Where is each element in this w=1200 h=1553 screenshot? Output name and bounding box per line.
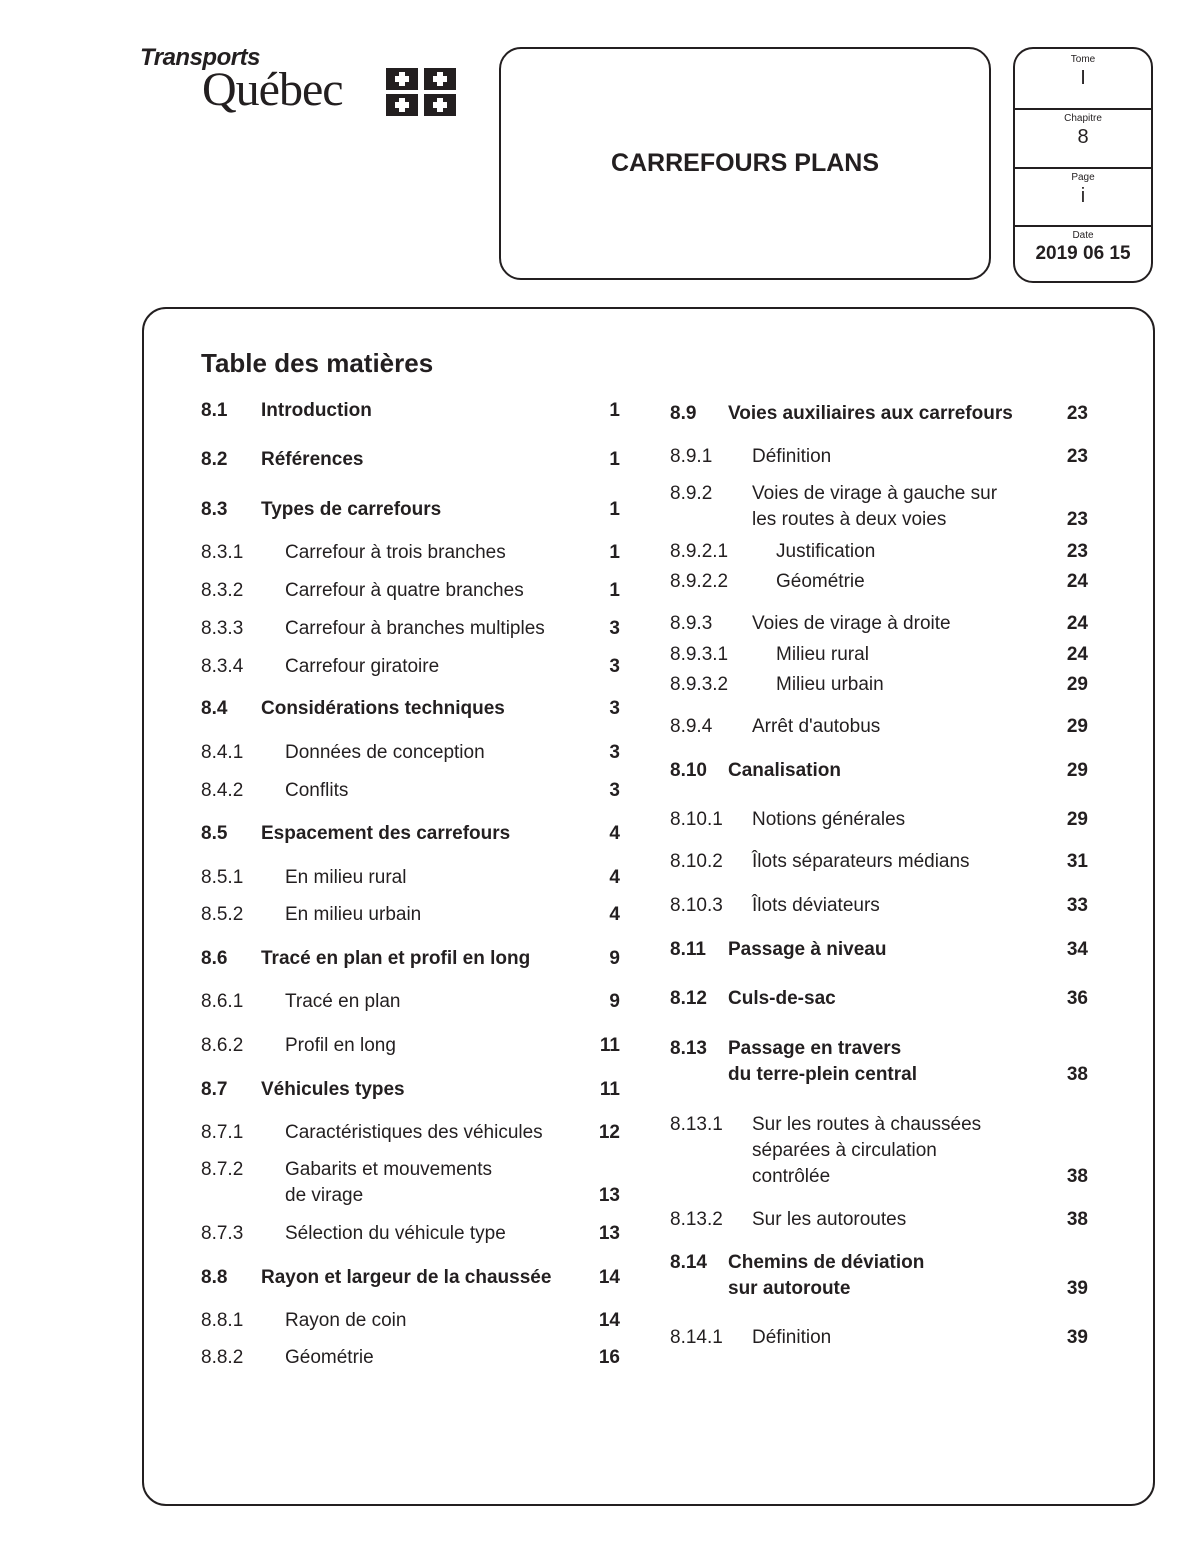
toc-entry-title: Arrêt d'autobus xyxy=(752,716,881,737)
toc-entry-page: 9 xyxy=(609,991,620,1012)
toc-entry-number: 8.9.4 xyxy=(670,716,713,737)
toc-subsection-entry xyxy=(201,865,620,891)
toc-section-entry xyxy=(670,1036,1088,1088)
logo-line1: Transports xyxy=(140,44,260,71)
toc-entry-title: Sélection du véhicule type xyxy=(285,1223,506,1244)
toc-section-entry xyxy=(201,1265,620,1291)
toc-entry-title: Carrefour à trois branches xyxy=(285,542,506,563)
toc-entry-title: Profil en long xyxy=(285,1035,396,1056)
toc-entry-number: 8.9.2 xyxy=(670,483,713,504)
toc-subsection-entry xyxy=(670,611,1088,637)
toc-entry-number: 8.6.2 xyxy=(201,1035,244,1056)
date-label: Date xyxy=(1072,230,1094,241)
toc-entry-page: 39 xyxy=(1066,1278,1088,1299)
transports-quebec-logo xyxy=(140,44,460,124)
toc-entry-number: 8.3.1 xyxy=(201,542,244,563)
toc-section-entry xyxy=(670,986,1088,1012)
toc-entry-number: 8.9.2.1 xyxy=(670,541,729,562)
toc-entry-number: 8.7.2 xyxy=(201,1159,244,1180)
toc-subsection-entry xyxy=(201,1033,620,1059)
document-title: CARREFOURS PLANS xyxy=(610,149,880,177)
chapitre-value: 8 xyxy=(1077,126,1089,148)
toc-entry-title: Rayon de coin xyxy=(285,1310,407,1331)
toc-subsection-entry xyxy=(201,989,620,1015)
toc-entry-title: Véhicules types xyxy=(261,1079,405,1100)
toc-entry-title: Carrefour giratoire xyxy=(285,656,440,677)
toc-subsection-entry xyxy=(201,540,620,566)
toc-entry-number: 8.12 xyxy=(670,988,707,1009)
toc-entry-number: 8.11 xyxy=(670,939,706,960)
toc-entry-number: 8.9.3.2 xyxy=(670,674,729,695)
toc-entry-number: 8.7.1 xyxy=(201,1122,244,1143)
toc-entry-title: Espacement des carrefours xyxy=(261,823,511,844)
toc-subsection-entry xyxy=(670,672,1088,698)
toc-entry-number: 8.9.2.2 xyxy=(670,571,729,592)
toc-entry-number: 8.4.2 xyxy=(201,780,244,801)
toc-subsection-entry xyxy=(670,1207,1088,1233)
toc-entry-title: Introduction xyxy=(261,400,372,421)
toc-subsection-entry xyxy=(201,616,620,642)
toc-entry-page: 39 xyxy=(1066,1327,1088,1348)
toc-entry-page: 29 xyxy=(1066,809,1088,830)
toc-entry-page: 4 xyxy=(609,823,620,844)
toc-entry-number: 8.7.3 xyxy=(201,1223,244,1244)
toc-entry-page: 29 xyxy=(1066,674,1088,695)
toc-entry-page: 3 xyxy=(609,742,620,763)
toc-subsection-entry xyxy=(670,893,1088,919)
document-info-box xyxy=(1013,47,1153,283)
toc-section-entry xyxy=(670,401,1088,427)
toc-subsection-entry xyxy=(670,1112,1088,1190)
toc-entry-page: 1 xyxy=(609,542,620,563)
toc-section-entry xyxy=(670,937,1088,963)
toc-entry-number: 8.14.1 xyxy=(670,1327,723,1348)
toc-entry-title: Considérations techniques xyxy=(261,698,505,719)
toc-entry-number: 8.4.1 xyxy=(201,742,244,763)
toc-section-entry xyxy=(201,696,620,722)
toc-entry-number: 8.3.4 xyxy=(201,656,244,677)
toc-entry-title: Culs-de-sac xyxy=(728,988,836,1009)
toc-entry-number: 8.2 xyxy=(201,449,228,470)
toc-entry-title: Définition xyxy=(752,1327,832,1348)
toc-subsection-entry xyxy=(670,807,1088,833)
toc-subsection-entry xyxy=(670,1325,1088,1351)
toc-entry-title: Voies de virage à gauche sur les routes à deux voies xyxy=(752,483,998,530)
toc-entry-page: 14 xyxy=(598,1267,620,1288)
chapitre-label: Chapitre xyxy=(1064,113,1102,124)
date-value: 2019 06 15 xyxy=(1035,243,1131,264)
toc-entry-page: 24 xyxy=(1066,644,1088,665)
date-cell xyxy=(1015,225,1151,265)
toc-entry-number: 8.3 xyxy=(201,499,228,520)
toc-entry-number: 8.3.2 xyxy=(201,580,244,601)
toc-entry-number: 8.10 xyxy=(670,760,707,781)
toc-entry-page: 9 xyxy=(609,948,620,969)
tome-value: I xyxy=(1080,67,1086,89)
toc-entry-page: 31 xyxy=(1066,851,1088,872)
tome-label: Tome xyxy=(1070,54,1096,65)
toc-subsection-entry xyxy=(201,1157,620,1209)
toc-entry-number: 8.1 xyxy=(201,400,228,421)
toc-subsection-entry xyxy=(201,740,620,766)
toc-entry-page: 23 xyxy=(1066,446,1088,467)
toc-entry-number: 8.7 xyxy=(201,1079,228,1100)
toc-subsection-entry xyxy=(670,539,1088,565)
toc-entry-title: Voies auxiliaires aux carrefours xyxy=(728,403,1013,424)
toc-entry-number: 8.9.3.1 xyxy=(670,644,729,665)
toc-entry-number: 8.8 xyxy=(201,1267,228,1288)
page-label: Page xyxy=(1071,172,1095,183)
toc-subsection-entry xyxy=(201,1120,620,1146)
toc-entry-page: 4 xyxy=(609,904,620,925)
toc-entry-title: Caractéristiques des véhicules xyxy=(285,1122,543,1143)
toc-entry-page: 24 xyxy=(1066,613,1088,634)
toc-section-entry xyxy=(201,497,620,523)
toc-entry-number: 8.10.1 xyxy=(670,809,723,830)
toc-entry-title: Définition xyxy=(752,446,832,467)
toc-entry-title: Types de carrefours xyxy=(261,499,442,520)
toc-entry-title: Références xyxy=(261,449,364,470)
toc-entry-number: 8.6.1 xyxy=(201,991,244,1012)
toc-entry-page: 13 xyxy=(598,1223,620,1244)
page-cell xyxy=(1015,167,1151,208)
toc-section-entry xyxy=(201,398,620,424)
toc-entry-number: 8.9 xyxy=(670,403,697,424)
toc-entry-page: 11 xyxy=(599,1079,620,1100)
toc-entry-title: Passage en travers du terre-plein central xyxy=(728,1038,917,1085)
logo-line2: Québec xyxy=(202,63,343,116)
toc-entry-page: 3 xyxy=(609,656,620,677)
toc-entry-number: 8.8.1 xyxy=(201,1310,244,1331)
toc-entry-page: 24 xyxy=(1066,571,1088,592)
toc-subsection-entry xyxy=(201,578,620,604)
toc-subsection-entry xyxy=(201,778,620,804)
toc-subsection-entry xyxy=(670,569,1088,595)
toc-entry-number: 8.9.1 xyxy=(670,446,713,467)
toc-entry-page: 3 xyxy=(609,780,620,801)
toc-entry-title: Données de conception xyxy=(285,742,485,763)
toc-entry-title: Canalisation xyxy=(728,760,841,781)
toc-entry-page: 13 xyxy=(598,1185,620,1206)
toc-entry-title: Sur les routes à chaussées séparées à circulation contrôlée xyxy=(752,1114,982,1187)
toc-subsection-entry xyxy=(670,714,1088,740)
toc-entry-page: 16 xyxy=(598,1347,620,1368)
toc-entry-title: Gabarits et mouvements de virage xyxy=(285,1159,492,1206)
toc-entry-page: 23 xyxy=(1066,509,1088,530)
toc-entry-title: Justification xyxy=(776,541,876,562)
toc-entry-number: 8.6 xyxy=(201,948,228,969)
toc-entry-title: Carrefour à quatre branches xyxy=(285,580,524,601)
tome-cell xyxy=(1015,49,1151,90)
toc-entry-title: Chemins de déviation sur autoroute xyxy=(728,1252,925,1299)
toc-entry-number: 8.10.2 xyxy=(670,851,723,872)
toc-entry-page: 34 xyxy=(1066,939,1088,960)
toc-entry-page: 1 xyxy=(609,449,620,470)
toc-entry-page: 3 xyxy=(609,698,620,719)
toc-subsection-entry xyxy=(201,902,620,928)
toc-subsection-entry xyxy=(670,642,1088,668)
fleurdelise-flag-icon xyxy=(386,68,456,116)
toc-entry-title: Passage à niveau xyxy=(728,939,887,960)
toc-entry-title: Géométrie xyxy=(776,571,865,592)
toc-entry-page: 1 xyxy=(609,499,620,520)
toc-section-entry xyxy=(201,946,620,972)
toc-entry-title: Carrefour à branches multiples xyxy=(285,618,545,639)
toc-entry-page: 38 xyxy=(1066,1209,1088,1230)
toc-entry-number: 8.5 xyxy=(201,823,228,844)
toc-entry-title: Tracé en plan et profil en long xyxy=(261,948,531,969)
toc-entry-page: 33 xyxy=(1066,895,1088,916)
toc-entry-page: 29 xyxy=(1066,760,1088,781)
toc-entry-number: 8.5.1 xyxy=(201,867,244,888)
toc-entry-page: 38 xyxy=(1066,1166,1088,1187)
page-value: i xyxy=(1080,185,1086,207)
toc-subsection-entry xyxy=(670,849,1088,875)
toc-entry-title: Tracé en plan xyxy=(285,991,401,1012)
toc-heading: Table des matières xyxy=(201,348,434,378)
toc-entry-number: 8.13.1 xyxy=(670,1114,723,1135)
toc-subsection-entry xyxy=(201,1345,620,1371)
toc-entry-number: 8.9.3 xyxy=(670,613,713,634)
toc-entry-title: En milieu urbain xyxy=(285,904,422,925)
toc-entry-page: 4 xyxy=(609,867,620,888)
toc-entry-number: 8.4 xyxy=(201,698,228,719)
toc-entry-page: 29 xyxy=(1066,716,1088,737)
toc-entry-page: 23 xyxy=(1066,403,1088,424)
toc-entry-number: 8.13 xyxy=(670,1038,707,1059)
toc-entry-title: Sur les autoroutes xyxy=(752,1209,907,1230)
toc-section-entry xyxy=(201,447,620,473)
toc-section-entry xyxy=(201,1077,620,1103)
toc-entry-page: 38 xyxy=(1066,1064,1088,1085)
toc-entry-page: 36 xyxy=(1066,988,1088,1009)
chapitre-cell xyxy=(1015,108,1151,149)
toc-entry-page: 12 xyxy=(598,1122,620,1143)
toc-entry-page: 1 xyxy=(609,400,620,421)
toc-entry-page: 1 xyxy=(609,580,620,601)
toc-entry-page: 14 xyxy=(598,1310,620,1331)
toc-entry-title: Milieu urbain xyxy=(776,674,884,695)
toc-entry-title: Îlots séparateurs médians xyxy=(752,851,970,872)
toc-subsection-entry xyxy=(201,654,620,680)
toc-entry-number: 8.3.3 xyxy=(201,618,244,639)
toc-entry-title: Îlots déviateurs xyxy=(752,895,880,916)
toc-subsection-entry xyxy=(201,1221,620,1247)
toc-subsection-entry xyxy=(670,481,1088,533)
toc-section-entry xyxy=(670,1250,1088,1302)
toc-entry-number: 8.14 xyxy=(670,1252,707,1273)
toc-entry-title: En milieu rural xyxy=(285,867,407,888)
toc-entry-number: 8.8.2 xyxy=(201,1347,244,1368)
toc-entry-title: Conflits xyxy=(285,780,349,801)
document-title-box xyxy=(499,47,991,280)
toc-section-entry xyxy=(670,758,1088,784)
toc-subsection-entry xyxy=(670,444,1088,470)
toc-entry-title: Rayon et largeur de la chaussée xyxy=(261,1267,552,1288)
toc-entry-title: Voies de virage à droite xyxy=(752,613,951,634)
toc-entry-number: 8.5.2 xyxy=(201,904,244,925)
toc-subsection-entry xyxy=(201,1308,620,1334)
toc-entry-title: Notions générales xyxy=(752,809,906,830)
toc-entry-title: Géométrie xyxy=(285,1347,374,1368)
toc-entry-page: 3 xyxy=(609,618,620,639)
toc-entry-page: 11 xyxy=(599,1035,620,1056)
toc-section-entry xyxy=(201,821,620,847)
toc-entry-page: 23 xyxy=(1066,541,1088,562)
toc-entry-title: Milieu rural xyxy=(776,644,869,665)
toc-entry-number: 8.13.2 xyxy=(670,1209,723,1230)
toc-entry-number: 8.10.3 xyxy=(670,895,723,916)
